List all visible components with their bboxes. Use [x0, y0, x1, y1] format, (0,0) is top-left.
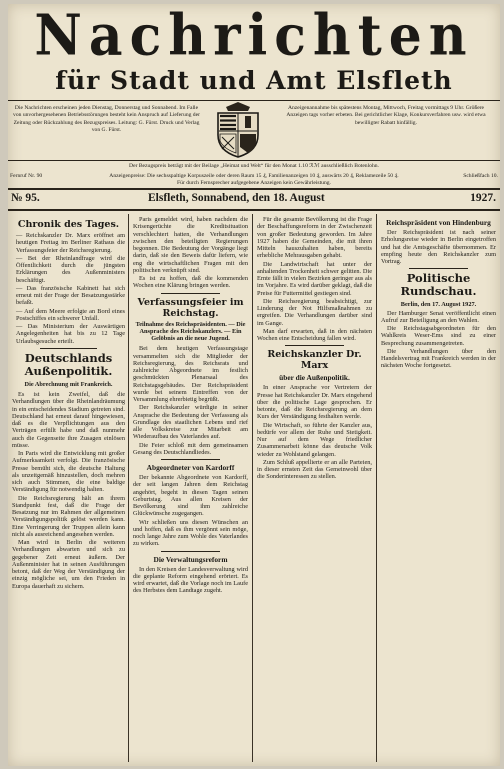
phone-number: Fernruf Nr. 90: [10, 173, 43, 179]
price-subline: Für durch Fernsprecher aufgegebene Anzeigen kein Gewährleistung.: [177, 180, 331, 186]
section-divider: [161, 293, 220, 294]
headline-verwaltungsreform: Die Verwaltungsreform: [153, 554, 228, 564]
article-paragraph: Der bekannte Abgeordnete von Kardorff, der seit langen Jahren dem Reichstag angehört, begeht in diesen Tagen seinen Geburtstag. Aus allen Kreisen der Bevölkerung sind ihm zahlreiche Glückwünsche zugegangen.: [133, 474, 248, 518]
article-paragraph: Die Verhandlungen über den Handelsvertrag mit Frankreich werden in der nächsten Woche fortgesetzt.: [381, 347, 496, 370]
article-paragraph: In einer Ansprache vor Vertretern der Presse hat Reichskanzler Dr. Marx eingehend über die politische Lage gesprochen. Er betonte, daß die Reichsregierung an dem Kurs der Verständigung festhalten werde.: [257, 384, 372, 421]
article-paragraph: Die Reichsregierung hält an ihrem Standpunkt fest, daß die Frage der Besatzung nur im Rahmen der allgemeinen Verständigungspolitik gelöst werden kann. Eine Verringerung der Truppen allein kann nicht als ausreichend angesehen werden.: [12, 494, 125, 538]
article-paragraph: Die Reichsregierung beabsichtigt, zur Linderung der Not Hilfsmaßnahmen zu ergreifen. Die Verhandlungen darüber sind im Gange.: [257, 297, 372, 327]
rule-info: [8, 160, 500, 161]
chronik-item: — Auf dem Meere erfolgte an Bord eines Postschiffes ein schwerer Unfall.: [16, 307, 125, 322]
article-paragraph: Die Landwirtschaft hat unter der anhaltenden Trockenheit schwer gelitten. Die Ernte fällt in vielen Bezirken geringer aus als im Vorjahre. Es wird darüber geklagt, daß die Preise für Futtermittel gestiegen sind.: [257, 260, 372, 297]
article-paragraph: Der Reichskanzler würdigte in seiner Ansprache die Bedeutung der Verfassung als Grundlage des staatlichen Lebens und rief alle Volkskreise zur Mitarbeit am Wiederaufbau des Vaterlandes auf.: [133, 404, 248, 441]
headline-aussenpolitik: Deutschlands Außenpolitik.: [24, 350, 113, 378]
article-paragraph: Die Reichstagsabgeordneten für den Wahlkreis Weser-Ems sind zu einer Besprechung zusammengetreten.: [381, 325, 496, 347]
column-4: [381, 216, 496, 762]
section-divider: [285, 345, 344, 346]
chronik-item: — Bei der Rheinlandfrage wird die Öffentlichkeit durch die jüngsten Erklärungen des Außenministers beschäftigt.: [16, 254, 125, 284]
masthead-subtitle: für Stadt und Amt Elsfleth: [55, 66, 453, 95]
publication-info: Die Nachrichten erscheinen jeden Dienstag, Donnerstag und Sonnabend. Im Falle von unvorhergesehenen Betriebsstörungen besteht kein Anspruch auf Lieferung der Zeitung oder Rückzahlung des Bezugspreises. Leitung: G. Fürst. Druck und Verlag von G. Fürst.: [13, 105, 200, 133]
ad-prices: Anzeigenpreise: Die sechsspaltige Korpuszeile oder deren Raum 15 ₰, Familienanzeigen 10 ₰, auswärts 20 ₰, Reklamezeile 50 ₰.: [109, 173, 399, 179]
headline-marx: Reichskanzler Dr. Marx: [267, 349, 362, 372]
article-paragraph: Es ist kein Zweifel, daß die Verhandlungen über die Rheinlandräumung in ein entscheidendes Stadium getreten sind. Deutschland hat erneut darauf hingewiesen, daß es die Verpflichtungen aus den Verträgen erfüllt habe und daß nunmehr auch die Gegenseite ihre Zusagen einlösen müsse.: [12, 391, 125, 449]
po-box: Schließfach 10.: [463, 173, 498, 179]
section-divider: [40, 348, 97, 349]
chronik-item: — Das Ministerium der Auswärtigen Angelegenheiten hat bis zu 12 Tage Urlaubsgesuche erteilt.: [16, 323, 125, 345]
article-dateline: Berlin, den 17. August 1927.: [400, 301, 477, 309]
column-divider: [128, 214, 129, 762]
column-divider: [376, 214, 377, 762]
issue-year: 1927.: [470, 192, 496, 204]
headline-verfassungsfeier: Verfassungsfeier im Reichstag.: [137, 296, 244, 319]
column-2: [133, 216, 248, 762]
coat-of-arms-icon: [212, 101, 264, 159]
subheadline-marx: über die Außenpolitik.: [279, 373, 350, 383]
article-paragraph: Für die gesamte Bevölkerung ist die Frage der Beschaffungsreform in der Zwischenzeit von großer Bedeutung geworden. Im Jahre 1927 haben die Gemeinden, die mit ihren Mitteln hauszuhalten haben, bereits erhebliche Mehrausgaben gehabt.: [257, 216, 372, 260]
article-paragraph: In Paris wird die Entwicklung mit großer Aufmerksamkeit verfolgt. Die französische Presse bemüht sich, die deutsche Haltung als unzeitgemäß hinzustellen, doch mehren sich auch Stimmen, die eine baldige Verständigung für notwendig halten.: [12, 450, 125, 494]
article-lead: Die Abrechnung mit Frankreich.: [24, 380, 113, 388]
issue-number: № 95.: [11, 192, 40, 204]
column-divider: [252, 214, 253, 762]
subscription-line: Der Bezugspreis beträgt mit der Beilage „Heimat und Welt“ für den Monat 1.10 ℛℳ ausschließlich Botenlohn.: [129, 163, 379, 169]
article-paragraph: Wir schließen uns diesen Wünschen an und hoffen, daß es ihm vergönnt sein möge, noch lange Jahre zum Wohle des Vaterlandes zu wirken.: [133, 518, 248, 548]
masthead-title: Nachrichten: [34, 4, 474, 69]
article-paragraph: Der Hamburger Senat veröffentlicht einen Aufruf zur Beteiligung an den Wahlen.: [381, 309, 496, 324]
headline-chronik: Chronik des Tages.: [17, 219, 120, 230]
section-divider: [161, 551, 220, 552]
article-paragraph: In den Kreisen der Landesverwaltung wird die geplante Reform eingehend erörtert. Es wird erwartet, daß die Vorlage noch im Laufe des Herbstes dem Landtage zugeht.: [133, 565, 248, 595]
advertising-info: Anzeigenannahme bis spätestens Montag, Mittwoch, Freitag vormittags 9 Uhr. Größere Anzeigen tags vorher erbeten. Bei gerichtlicher Klage, Konkursverfahren usw. wird etwa bewilligter Rabatt hinfällig.: [286, 105, 486, 126]
article-paragraph: Der Reichspräsident ist nach seiner Erholungsreise wieder in Berlin eingetroffen und hat die Amtsgeschäfte übernommen. Er empfing heute den Reichskanzler zum Vortrag.: [381, 229, 496, 265]
rule-date-bottom: [8, 209, 500, 211]
section-divider: [161, 459, 220, 460]
headline-rundschau: Politische Rundschau.: [400, 271, 477, 299]
article-paragraph: Paris gemeldet wird, haben nachdem die Krisengerüchte die Kreditsituation verschlechtert hatten, die Verhandlungen zwischen den beteiligten Regierungen begonnen. Die Bedeutung der Vorgänge liegt darin, daß sie den Beweis dafür liefern, wie eng die wirtschaftlichen Fragen mit den politischen verknüpft sind.: [133, 216, 248, 274]
article-paragraph: Zum Schluß appellierte er an alle Parteien, in dieser ernsten Zeit das Gemeinwohl über die Sonderinteressen zu stellen.: [257, 458, 372, 481]
newspaper-page: [8, 4, 500, 766]
article-paragraph: Die Wirtschaft, so führte der Kanzler aus, bedürfe vor allem der Ruhe und Stetigkeit. Nur auf dem Wege friedlicher Zusammenarbeit könne das deutsche Volk wieder zu Wohlstand gelangen.: [257, 421, 372, 458]
article-paragraph: Bei dem heutigen Verfassungstage versammelten sich die Mitglieder der Reichsregierung, des Reichsrats und zahlreiche Abgeordnete im festlich geschmückten Plenarsaal des Reichstagsgebäudes. Der Reichspräsident wurde bei seinem Eintreffen von der Versammlung ehrerbietig begrüßt.: [133, 345, 248, 403]
column-3: [257, 216, 372, 762]
article-paragraph: Man wird in Berlin die weiteren Verhandlungen abwarten und sich zu gegebener Zeit erneut äußern. Der Außenminister hat in seinen Ausführungen betont, daß der Weg der Verständigung der einzig mögliche sei, um den Frieden in Europa dauerhaft zu sichern.: [12, 539, 125, 590]
article-paragraph: Die Feier schloß mit dem gemeinsamen Gesang des Deutschlandliedes.: [133, 441, 248, 456]
date-bar: [8, 188, 500, 208]
chronik-item: — Reichskanzler Dr. Marx eröffnet am heutigen Freitag im Berliner Rathaus die Verfassungsfeier der Reichsregierung.: [16, 232, 125, 254]
chronik-item: — Das französische Kabinett hat sich erneut mit der Frage der Besatzungsstärke befaßt.: [16, 284, 125, 307]
article-paragraph: Es ist zu hoffen, daß die kommenden Wochen eine Klärung bringen werden.: [133, 275, 248, 290]
headline-kardorff: Abgeordneter von Kardorff: [146, 463, 235, 472]
article-lead: Teilnahme des Reichspräsidenten. — Die Ansprache des Reichskanzlers. — Ein Gelöbnis an die neue Jugend.: [135, 320, 246, 342]
section-divider: [409, 268, 468, 269]
article-paragraph: Man darf erwarten, daß in den nächsten Wochen eine Entscheidung fallen wird.: [257, 327, 372, 342]
issue-place-date: Elsfleth, Sonnabend, den 18. August: [148, 192, 325, 204]
column-1: [12, 216, 125, 762]
headline-hindenburg: Reichspräsident von Hindenburg: [386, 218, 491, 227]
